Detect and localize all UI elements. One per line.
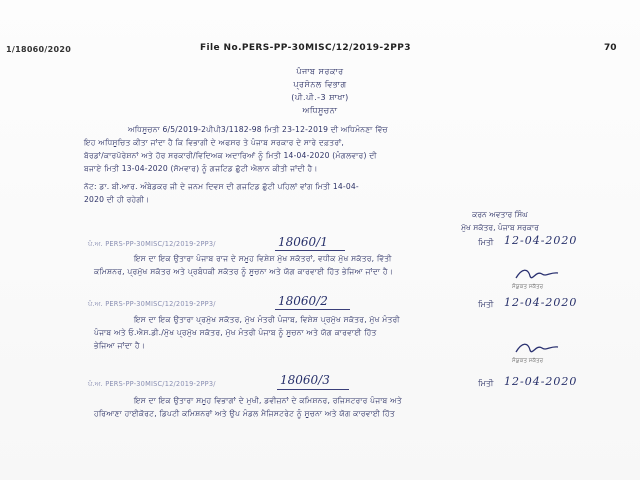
notification-heading: ਅਧਿਸੂਚਨਾ: [302, 106, 338, 115]
endorsement-line: ਕਮਿਸ਼ਨਰ, ਪ੍ਰਮੁੱਖ ਸਕੱਤਰ ਅਤੇ ਪ੍ਰਬੰਧਕੀ ਸਕੱਤਰ ਨੂੰ ਸੂਚਨਾ ਅਤੇ ਯੋਗ ਕਾਰਵਾਈ ਹਿੱਤ ਭੇਜਿਆ ਜਾਂਦਾ ਹੈ।: [94, 267, 394, 276]
endorsement-ref-printed: ਪੰ.ਅ. PERS-PP-30MISC/12/2019-2PP3/: [88, 300, 216, 308]
department-title: ਪ੍ਰਸੋਨਲ ਵਿਭਾਗ: [293, 80, 347, 89]
dated-label: ਮਿਤੀ: [478, 379, 494, 388]
signature-icon: [512, 266, 562, 284]
endorsement-date: 12-04-2020: [504, 234, 578, 247]
file-number: File No.PERS-PP-30MISC/12/2019-2PP3: [200, 43, 411, 53]
endorsement-date: 12-04-2020: [504, 375, 578, 388]
endorsement-date: 12-04-2020: [504, 296, 578, 309]
notification-line: ਬਜਾਏ ਮਿਤੀ 13-04-2020 (ਸੋਮਵਾਰ) ਨੂੰ ਗਜਟਿਡ ਛੁੱਟੀ ਐਲਾਨ ਕੀਤੀ ਜਾਂਦੀ ਹੈ।: [84, 164, 318, 173]
signature-label: ਸੰਯੁਕਤ ਸਕੱਤਰ: [512, 284, 544, 290]
notification-line: ਬੋਰਡਾਂ/ਕਾਰਪੋਰੇਸ਼ਨਾਂ ਅਤੇ ਹੋਰ ਸਰਕਾਰੀ/ਵਿਦਿਅਕ ਅਦਾਰਿਆਂ ਨੂੰ ਮਿਤੀ 14-04-2020 (ਮੰਗਲਵਾਰ) ਦੀ: [84, 151, 377, 160]
ref-underline: [275, 250, 345, 251]
endorsement-ref-handwritten: 18060/1: [278, 235, 328, 249]
file-reference-left: 1/18060/2020: [6, 45, 72, 54]
signatory-name: ਕਰਨ ਅਵਤਾਰ ਸਿੰਘ: [472, 210, 528, 219]
endorsement-ref-handwritten: 18060/2: [278, 294, 328, 308]
notification-line: ਇਹ ਅਧਿਸੂਚਿਤ ਕੀਤਾ ਜਾਂਦਾ ਹੈ ਕਿ ਵਿਭਾਗੀ ਦੇ ਅਫਸਰ ਤੇ ਪੰਜਾਬ ਸਰਕਾਰ ਦੇ ਸਾਰੇ ਦਫ਼ਤਰਾਂ,: [84, 138, 345, 147]
government-title: ਪੰਜਾਬ ਸਰਕਾਰ: [296, 67, 344, 76]
endorsement-ref-printed: ਪੰ.ਅ. PERS-PP-30MISC/12/2019-2PP3/: [88, 240, 216, 248]
endorsement-line: ਇਸ ਦਾ ਇਕ ਉਤਾਰਾ ਪ੍ਰਮੁੱਖ ਸਕੱਤਰ, ਮੁੱਖ ਮੰਤਰੀ ਪੰਜਾਬ, ਵਿਸ਼ੇਸ਼ ਪ੍ਰਮੁੱਖ ਸਕੱਤਰ, ਮੁੱਖ ਮੰਤਰੀ: [134, 315, 400, 324]
notification-line: ਅਧਿਸੂਚਨਾ 6/5/2019-2ਪੀਪੀ3/1182-98 ਮਿਤੀ 23-12-2019 ਦੀ ਅਧਿਮੰਨਣਾ ਵਿੱਚ: [128, 125, 388, 134]
signatory-designation: ਮੁੱਖ ਸਕੱਤਰ, ਪੰਜਾਬ ਸਰਕਾਰ: [461, 223, 539, 232]
endorsement-line: ਇਸ ਦਾ ਇਕ ਉਤਾਰਾ ਪੰਜਾਬ ਰਾਜ ਦੇ ਸਮੂਹ ਵਿਸ਼ੇਸ਼ ਮੁੱਖ ਸਕੱਤਰਾਂ, ਵਧੀਕ ਮੁੱਖ ਸਕੱਤਰ, ਵਿੱਤੀ: [134, 254, 392, 263]
endorsement-line: ਪੰਜਾਬ ਅਤੇ ਓ.ਐਸ.ਡੀ./ਮੁੱਖ ਪ੍ਰਮੁੱਖ ਸਕੱਤਰ, ਮੁੱਖ ਮੰਤਰੀ ਪੰਜਾਬ ਨੂੰ ਸੂਚਨਾ ਅਤੇ ਯੋਗ ਕਾਰਵਾਈ ਹਿੱਤ: [94, 328, 377, 337]
endorsement-ref-printed: ਪੰ.ਅ. PERS-PP-30MISC/12/2019-2PP3/: [88, 380, 216, 388]
signature-label: ਸੰਯੁਕਤ ਸਕੱਤਰ: [512, 358, 544, 364]
signature-icon: [512, 340, 562, 358]
dated-label: ਮਿਤੀ: [478, 300, 494, 309]
notification-note: ਨੋਟ: ਡਾ. ਬੀ.ਆਰ. ਅੰਬੇਡਕਰ ਜੀ ਦੇ ਜਨਮ ਦਿਵਸ ਦੀ ਗਜਟਿਡ ਛੁੱਟੀ ਪਹਿਲਾਂ ਵਾਂਗ ਮਿਤੀ 14-04-: [84, 182, 359, 191]
branch-title: (ਪੀ.ਪੀ.-3 ਸ਼ਾਖਾ): [291, 93, 349, 102]
ref-underline: [275, 309, 350, 310]
dated-label: ਮਿਤੀ: [478, 238, 494, 247]
endorsement-line: ਭੇਜਿਆ ਜਾਂਦਾ ਹੈ।: [94, 341, 146, 350]
endorsement-line: ਹਰਿਆਣਾ ਹਾਈਕੋਰਟ, ਡਿਪਟੀ ਕਮਿਸ਼ਨਰਾਂ ਅਤੇ ਉਪ ਮੰਡਲ ਮੈਜਿਸਟਰੇਟ ਨੂੰ ਸੂਚਨਾ ਅਤੇ ਯੋਗ ਕਾਰਵਾਈ ਹਿੱਤ: [94, 409, 395, 418]
endorsement-line: ਇਸ ਦਾ ਇਕ ਉਤਾਰਾ ਸਮੂਹ ਵਿਭਾਗਾਂ ਦੇ ਮੁਖੀ, ਡਵੀਜ਼ਨਾਂ ਦੇ ਕਮਿਸ਼ਨਰ, ਰਜਿਸਟਰਾਰ ਪੰਜਾਬ ਅਤੇ: [134, 396, 402, 405]
endorsement-ref-handwritten: 18060/3: [280, 373, 330, 387]
page-number: 70: [604, 43, 617, 53]
ref-underline: [277, 389, 349, 390]
notification-note: 2020 ਦੀ ਹੀ ਰਹੇਗੀ।: [84, 195, 150, 204]
